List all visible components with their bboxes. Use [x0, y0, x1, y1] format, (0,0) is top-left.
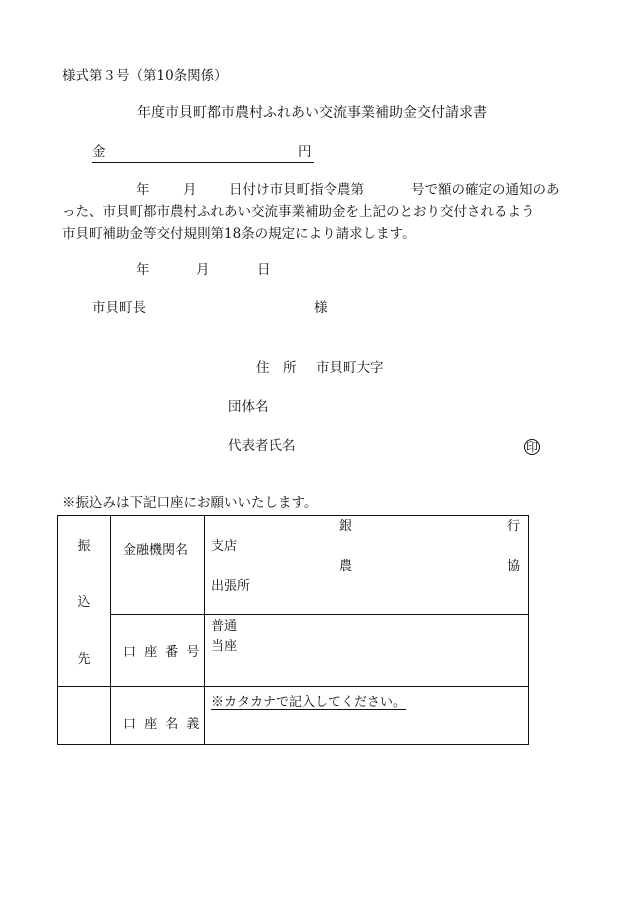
body-number-text: 号で額の確定の通知のあ [411, 182, 560, 198]
account-name-field[interactable] [205, 687, 529, 745]
bank-suffix: 行 [506, 519, 520, 534]
body-line-3: 市貝町補助金等交付規則第18条の規定により請求します。 [62, 226, 416, 242]
addressee-name: 市貝町長 [92, 300, 146, 316]
header-char-1: 振 [77, 538, 91, 554]
body-year: 年 [136, 182, 150, 198]
institution-field[interactable] [205, 516, 529, 615]
date-day: 日 [257, 262, 271, 278]
date-year: 年 [136, 262, 150, 278]
body-day-text: 日付け市貝町指令農第 [229, 182, 364, 198]
date-month: 月 [196, 262, 210, 278]
form-number: 様式第３号（第10条関係） [62, 68, 228, 84]
branch-label: 支店 [211, 539, 238, 554]
office-label: 出張所 [211, 579, 251, 594]
amount-prefix: 金 [92, 144, 106, 160]
representative-label: 代表者氏名 [228, 438, 296, 454]
seal-mark [524, 439, 540, 455]
group-label: 団体名 [228, 399, 269, 415]
account-number-label: 口 座 番 号 [123, 644, 200, 660]
account-type-current[interactable]: 当座 [211, 638, 238, 654]
header-char-2: 込 [77, 595, 91, 611]
noukyou-char: 農 [339, 559, 353, 574]
account-type-ordinary[interactable]: 普通 [211, 618, 238, 634]
noukyou-suffix: 協 [506, 559, 520, 574]
amount-field[interactable] [92, 161, 314, 163]
account-name-label: 口 座 名 義 [123, 717, 200, 732]
institution-label: 金融機関名 [123, 543, 189, 558]
transfer-header-blank [58, 687, 111, 745]
transfer-destination-header [58, 516, 111, 687]
account-name-note: ※カタカナで記入してください。 [211, 695, 407, 710]
addressee-honorific: 様 [314, 300, 328, 316]
address-label: 住 所 [256, 360, 297, 376]
account-name-label-cell [111, 687, 205, 745]
amount-suffix: 円 [298, 144, 312, 160]
document-title: 年度市貝町都市農村ふれあい交流事業補助金交付請求書 [137, 105, 487, 121]
bank-char: 銀 [339, 519, 353, 534]
bank-account-table [57, 515, 529, 745]
header-char-3: 先 [77, 652, 91, 668]
body-month: 月 [183, 182, 197, 198]
seal-icon: 印 [525, 440, 538, 454]
address-value: 市貝町大字 [316, 360, 384, 376]
transfer-note: ※振込みは下記口座にお願いいたします。 [62, 495, 318, 511]
account-number-label-cell [111, 614, 205, 686]
body-line-2: った、市貝町都市農村ふれあい交流事業補助金を上記のとおり交付されるよう [62, 204, 535, 220]
account-number-field[interactable] [205, 614, 529, 686]
institution-label-cell [111, 516, 205, 615]
